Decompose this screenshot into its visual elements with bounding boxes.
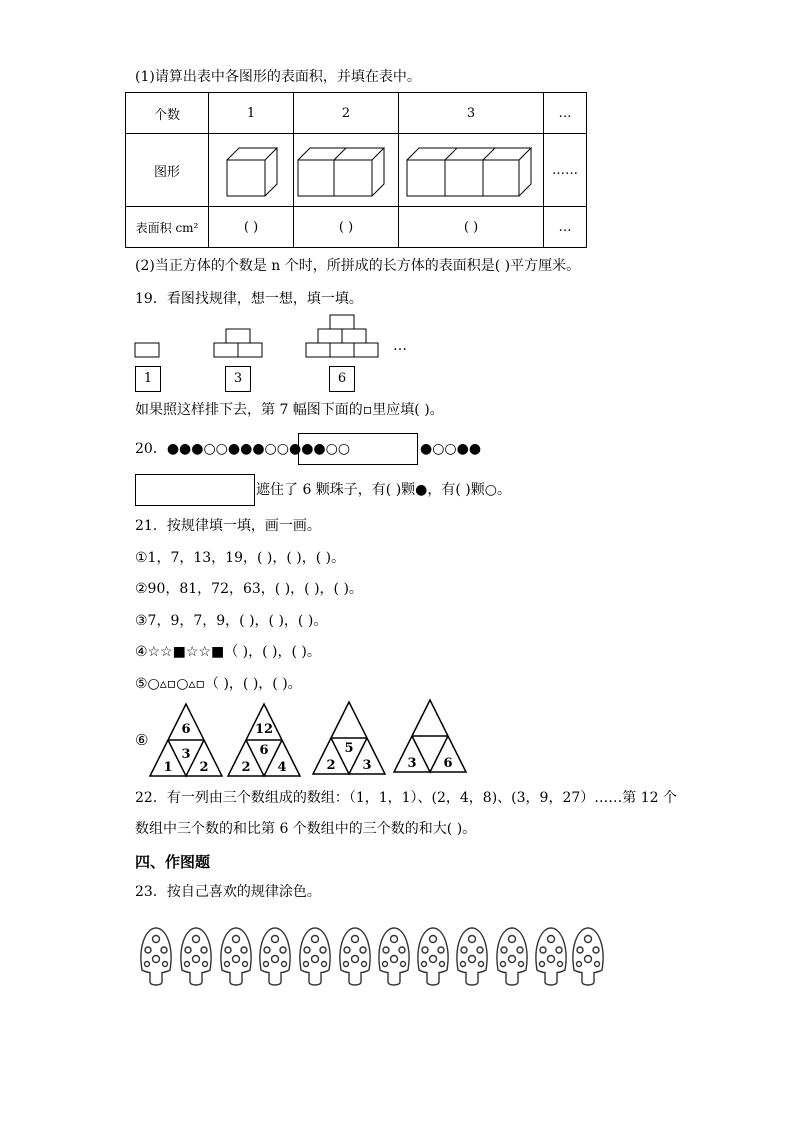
q19-number-box-3: 6: [329, 366, 355, 392]
triangle-1-right: 2: [199, 760, 209, 775]
triangle-2-top: 12: [254, 722, 274, 737]
cell-count-3: 3: [399, 93, 544, 134]
q23-title: 23．按自己喜欢的规律涂色。: [135, 884, 321, 900]
mushroom-icon[interactable]: [457, 928, 487, 985]
row-label-shape: 图形: [126, 134, 209, 207]
q21-item-2: ②90，81，72，63，( )，( )，( )。: [135, 581, 363, 597]
triangle-2-right: 4: [277, 760, 287, 775]
q21-title: 21．按规律填一填，画一画。: [135, 518, 321, 534]
mushroom-icon[interactable]: [418, 928, 448, 985]
mushroom-icon[interactable]: [181, 928, 211, 985]
q21-item-4: ④☆☆■☆☆■（ )，( )，( )。: [135, 644, 321, 660]
mushroom-icon[interactable]: [340, 928, 370, 985]
part2-question: (2)当正方体的个数是 n 个时，所拼成的长方体的表面积是( )平方厘米。: [135, 258, 581, 274]
q22-line-1: 22．有一列由三个数组成的数组：（1，1，1）、(2，4，8)、(3，9，27）……第 12 个: [135, 790, 677, 806]
cell-area-ellipsis: …: [544, 207, 587, 248]
q20-sequence-tail: ●○○●●: [420, 441, 482, 457]
q22-line-2: 数组中三个数的和比第 6 个数组中的三个数的和大( )。: [135, 821, 477, 837]
triangle-1-top: 6: [181, 722, 191, 737]
mushroom-icon[interactable]: [536, 928, 566, 985]
mushroom-icon[interactable]: [573, 928, 603, 985]
part1-intro: (1)请算出表中各图形的表面积，并填在表中。: [135, 69, 421, 85]
mushroom-icon[interactable]: [260, 928, 290, 985]
cell-area-3[interactable]: ( ): [399, 207, 544, 248]
cell-count-1: 1: [209, 93, 294, 134]
triangle-3-mid: 5: [344, 741, 354, 756]
q21-item-1: ①1，7，13，19，( )，( )，( )。: [135, 550, 346, 566]
mushroom-icon[interactable]: [221, 928, 251, 985]
mushroom-icon[interactable]: [497, 928, 527, 985]
q19-number-box-2: 3: [225, 366, 251, 392]
row-label-count: 个数: [126, 93, 209, 134]
triangle-1-mid: 3: [181, 747, 191, 762]
cell-shape-ellipsis: ……: [544, 134, 587, 207]
q19-number-box-1: 1: [135, 366, 161, 392]
triangle-3-left: 2: [326, 758, 336, 773]
q19-title: 19．看图找规律，想一想，填一填。: [135, 291, 363, 307]
triangle-1-left: 1: [163, 760, 173, 775]
q21-item-5: ⑤○▵▫○▵▫（ )，( )，( )。: [135, 676, 302, 692]
cell-count-ellipsis: …: [544, 93, 587, 134]
mushroom-icon[interactable]: [141, 928, 171, 985]
cell-area-1[interactable]: ( ): [209, 207, 294, 248]
cell-area-2[interactable]: ( ): [294, 207, 399, 248]
triangle-4-right: 6: [443, 756, 453, 771]
triangle-2-mid: 6: [259, 743, 269, 758]
q20-question: 遮住了 6 颗珠子，有( )颗●，有( )颗○。: [256, 482, 511, 498]
section-4-title: 四、作图题: [135, 853, 211, 871]
q20-sequence: 20．●●●○○●●●○○●●●○○: [135, 441, 351, 457]
q19-question: 如果照这样排下去，第 7 幅图下面的▫里应填( )。: [135, 402, 444, 418]
q19-dots: …: [393, 338, 407, 354]
mushroom-icon[interactable]: [300, 928, 330, 985]
mushroom-icon[interactable]: [379, 928, 409, 985]
cell-count-2: 2: [294, 93, 399, 134]
row-label-area: 表面积 cm²: [126, 207, 209, 248]
q21-item-3: ③7，9，7，9，( )，( )，( )。: [135, 613, 328, 629]
triangle-2-left: 2: [241, 760, 251, 775]
triangle-3-right: 3: [362, 758, 372, 773]
triangle-4-left: 3: [407, 756, 417, 771]
q21-item-6-label: ⑥: [135, 731, 149, 749]
